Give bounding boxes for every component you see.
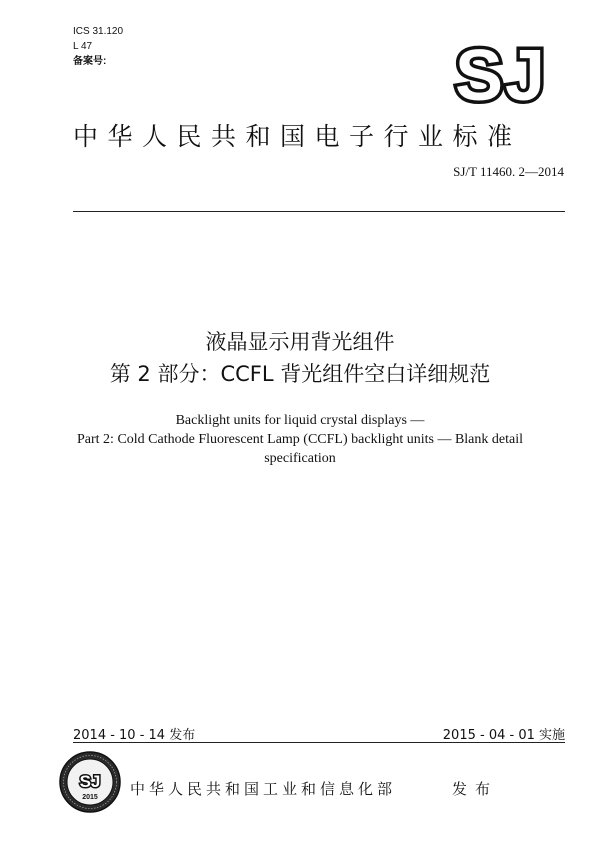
sj-logo xyxy=(440,44,562,104)
seal-sj-text: SJ xyxy=(79,772,101,791)
record-number-label: 备案号: xyxy=(73,56,107,67)
standard-number: SJ/T 11460. 2—2014 xyxy=(453,164,564,179)
english-title xyxy=(60,411,540,468)
ics-code: ICS 31.120 xyxy=(73,26,124,37)
ministry-seal-icon xyxy=(58,750,122,814)
classification-block xyxy=(73,24,123,69)
english-title-line-1: Backlight units for liquid crystal displays — xyxy=(175,413,425,428)
bottom-divider xyxy=(73,742,565,743)
chinese-title-line-2: 第 2 部分：CCFL 背光组件空白详细规范 xyxy=(109,362,491,386)
date-row xyxy=(73,724,565,742)
issuing-authority: 中华人民共和国工业和信息化部 xyxy=(130,780,397,798)
chinese-title xyxy=(0,326,600,390)
publish-date: 2014 - 10 - 14 发布 xyxy=(73,728,196,743)
seal-year-text: 2015 xyxy=(82,794,98,801)
top-divider xyxy=(73,211,565,212)
standard-category-title: 中华人民共和国电子行业标准 xyxy=(73,122,522,151)
sj-logo-text: SJ xyxy=(454,44,548,104)
chinese-title-line-1: 液晶显示用背光组件 xyxy=(205,330,395,354)
class-code: L 47 xyxy=(73,41,93,52)
english-title-line-2: Part 2: Cold Cathode Fluorescent Lamp (CCFL) backlight units — Blank detail xyxy=(77,432,523,447)
effective-date: 2015 - 04 - 01 实施 xyxy=(442,728,565,743)
english-title-line-3: specification xyxy=(264,451,336,466)
issue-action: 发布 xyxy=(452,780,499,798)
